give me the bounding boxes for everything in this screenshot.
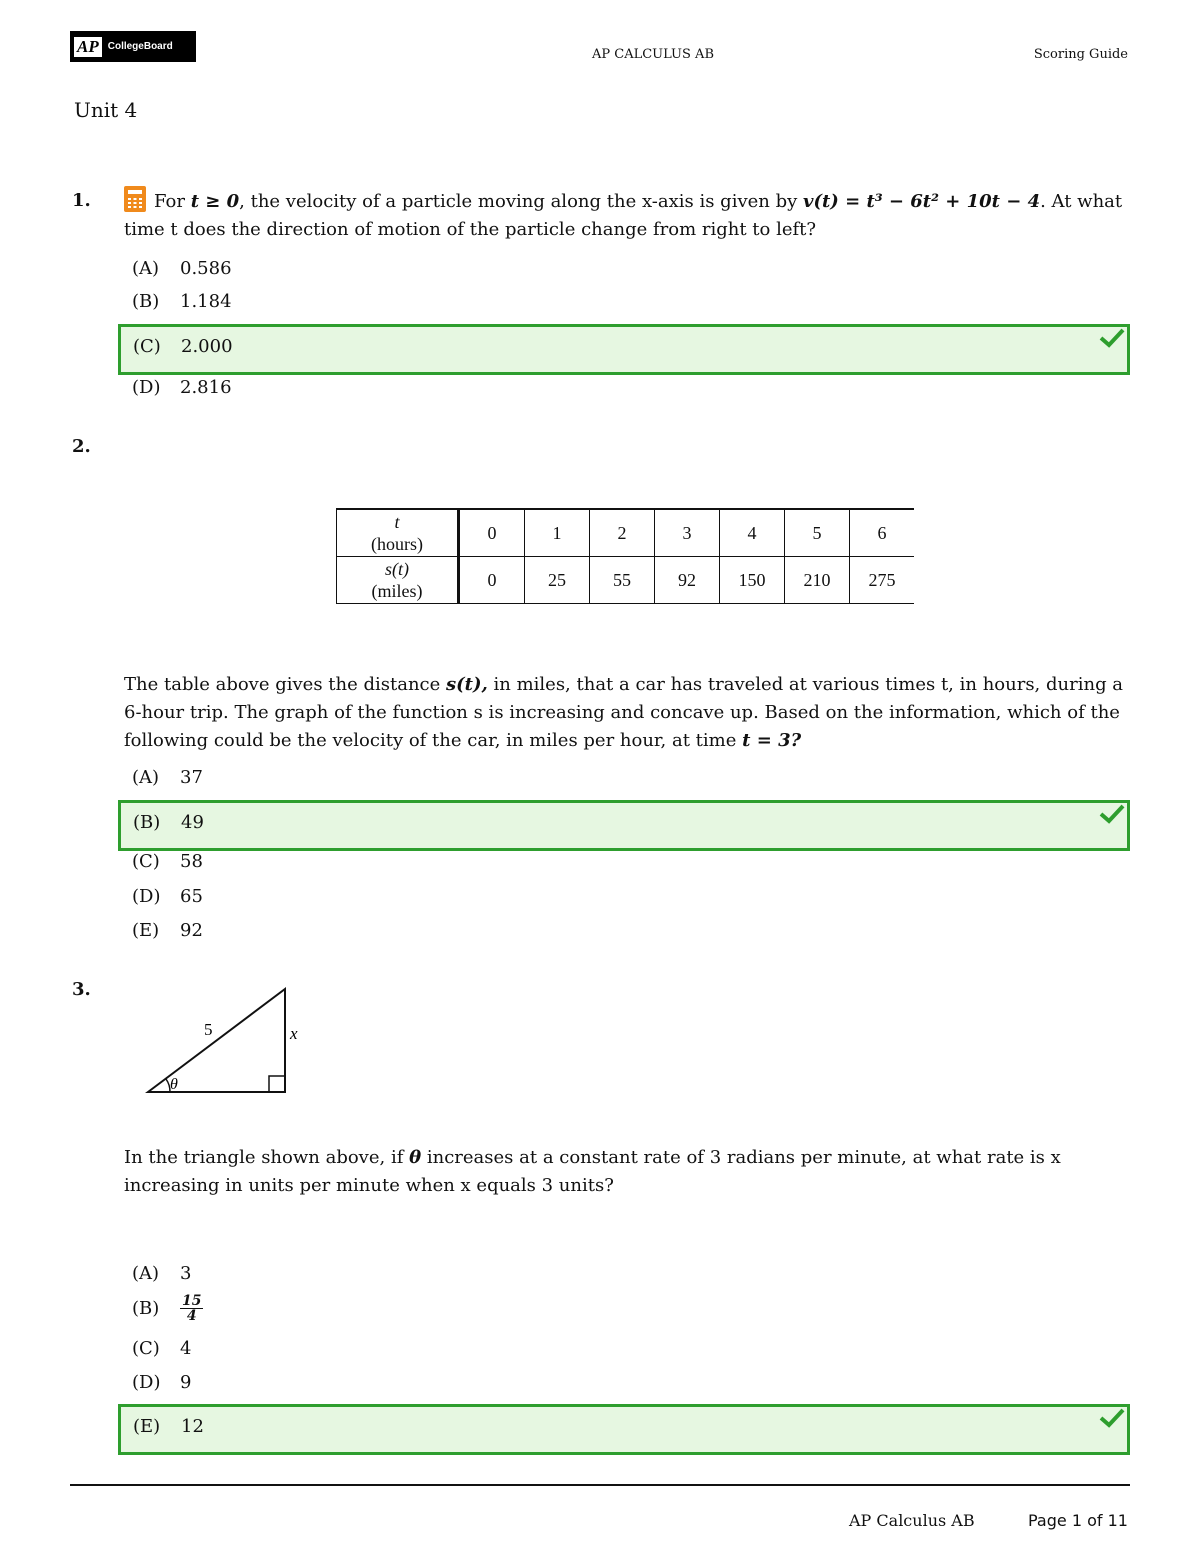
question-2-stem: The table above gives the distance s(t), in miles, that a car has traveled at various times t, in hours, during a 6-hour trip. The graph of the function s is increasing and concave up. Based on the information, which of the following could be the velocity of the car, in miles per hour, at time t = 3? xyxy=(124,674,1124,751)
table-cell: 6 xyxy=(850,509,915,557)
right-triangle-figure xyxy=(140,982,310,1098)
q3-correct-answer-box[interactable] xyxy=(118,1404,1130,1455)
distance-table xyxy=(336,508,914,604)
q1-choice-b[interactable]: (B) 1.184 xyxy=(132,291,232,312)
table-cell: 150 xyxy=(720,557,785,604)
right-angle-marker xyxy=(269,1076,285,1092)
question-number-3: 3. xyxy=(72,979,91,1000)
table-cell: 0 xyxy=(459,557,525,604)
q3-choice-a[interactable]: (A) 3 xyxy=(132,1263,192,1284)
q2-choice-d[interactable]: (D) 65 xyxy=(132,886,203,907)
logo-ap: AP xyxy=(74,37,102,57)
q1-choice-d[interactable]: (D) 2.816 xyxy=(132,377,232,398)
question-3-stem: In the triangle shown above, if θ increases at a constant rate of 3 radians per minute, at what rate is x increasing in units per minute when x equals 3 units? xyxy=(124,1147,1061,1196)
ap-collegeboard-logo xyxy=(70,31,196,62)
q3-choice-e[interactable]: (E) 12 xyxy=(133,1416,204,1437)
fraction: $\frac{15}{4}$ xyxy=(182,1293,202,1324)
table-header-t: t (hours) xyxy=(337,509,459,557)
table-cell: 1 xyxy=(525,509,590,557)
q2-choice-c[interactable]: (C) 58 xyxy=(132,851,203,872)
question-1-stem: For t ≥ 0, the velocity of a particle moving along the x-axis is given by v(t) = t³ − 6t² + 10t − 4. At what time t does the direction of motion of the particle change from right to left? xyxy=(124,186,1129,244)
theta-label: θ xyxy=(170,1076,178,1093)
calculator-icon[interactable] xyxy=(124,186,146,212)
table-row xyxy=(337,509,915,557)
table-cell: 25 xyxy=(525,557,590,604)
table-cell: 0 xyxy=(459,509,525,557)
q2-correct-answer-box[interactable] xyxy=(118,800,1130,851)
q2-choice-e[interactable]: (E) 92 xyxy=(132,920,203,941)
footer-course: AP Calculus AB xyxy=(849,1511,975,1530)
q3-choice-d[interactable]: (D) 9 xyxy=(132,1372,192,1393)
q2-choice-b[interactable]: (B) 49 xyxy=(133,812,204,833)
table-row xyxy=(337,557,915,604)
q1-correct-answer-box[interactable] xyxy=(118,324,1130,375)
q1-choice-a[interactable]: (A) 0.586 xyxy=(132,258,232,279)
table-cell: 275 xyxy=(850,557,915,604)
question-number-1: 1. xyxy=(72,190,91,211)
logo-collegeboard: CollegeBoard xyxy=(107,41,173,52)
checkmark-icon xyxy=(1099,328,1125,348)
table-cell: 55 xyxy=(590,557,655,604)
checkmark-icon xyxy=(1099,804,1125,824)
q3-choice-b[interactable]: (B) $\frac{15}{4}$ xyxy=(132,1293,202,1324)
table-cell: 3 xyxy=(655,509,720,557)
header-scoring-guide: Scoring Guide xyxy=(1033,47,1128,62)
side-x-label: x xyxy=(290,1024,298,1043)
footer-divider xyxy=(70,1484,1130,1486)
q2-choice-a[interactable]: (A) 37 xyxy=(132,767,203,788)
table-header-s: s(t) (miles) xyxy=(337,557,459,604)
table-cell: 210 xyxy=(785,557,850,604)
q1-choice-c[interactable]: (C) 2.000 xyxy=(133,336,233,357)
checkmark-icon xyxy=(1099,1408,1125,1428)
footer-page-number: Page 1 of 11 xyxy=(1028,1511,1128,1530)
table-cell: 4 xyxy=(720,509,785,557)
table-cell: 5 xyxy=(785,509,850,557)
hypotenuse-label: 5 xyxy=(204,1020,213,1039)
table-cell: 2 xyxy=(590,509,655,557)
header-title: AP CALCULUS AB xyxy=(592,47,714,62)
unit-title: Unit 4 xyxy=(74,98,138,122)
question-number-2: 2. xyxy=(72,436,91,457)
table-cell: 92 xyxy=(655,557,720,604)
triangle-shape xyxy=(148,989,285,1092)
q3-choice-c[interactable]: (C) 4 xyxy=(132,1338,192,1359)
